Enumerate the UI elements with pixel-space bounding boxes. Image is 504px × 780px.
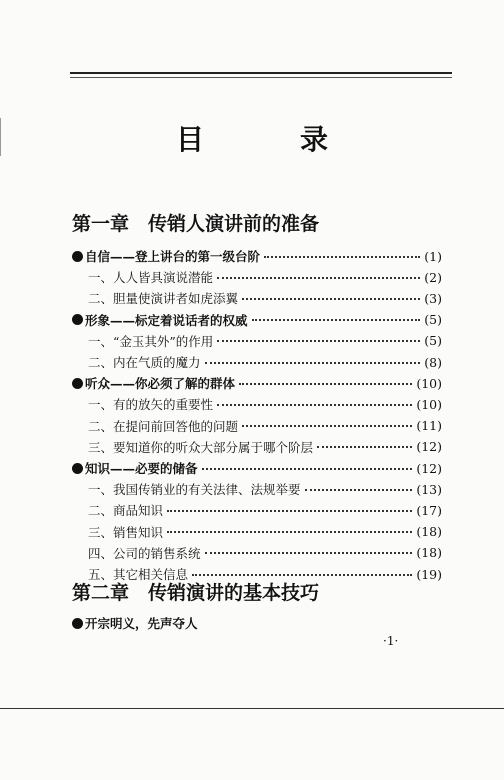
leader-dots <box>217 276 420 279</box>
bullet-icon <box>72 251 83 262</box>
toc-page-number: (10) <box>416 396 442 412</box>
toc-page-number: (8) <box>424 354 442 370</box>
toc-item-row <box>88 267 442 287</box>
leader-dots <box>305 488 413 491</box>
leader-dots <box>167 509 412 512</box>
chapter-1-title: 传销人演讲前的准备 <box>148 213 320 235</box>
toc-entry-text: 二、内在气质的魔力 <box>88 355 201 370</box>
toc-section-row <box>72 373 442 393</box>
toc-page-number: (3) <box>424 290 442 306</box>
toc-section-row <box>72 458 442 478</box>
toc-entry-text: 一、我国传销业的有关法律、法规举要 <box>88 482 301 498</box>
toc-page-number: (10) <box>416 375 442 391</box>
top-rule <box>70 72 452 74</box>
toc-entry-text: 一、“金玉其外”的作用 <box>88 333 214 349</box>
chapter-2-section-1 <box>72 614 198 632</box>
title-char-2: 录 <box>300 123 331 156</box>
leader-dots <box>202 467 413 470</box>
toc-page-number: (12) <box>416 439 442 455</box>
chapter-2-section-1-label: 开宗明义，先声夺人 <box>85 616 198 631</box>
leader-dots <box>264 255 420 258</box>
toc-entry-text: 听众——你必须了解的群体 <box>85 376 236 392</box>
leader-dots <box>205 551 413 554</box>
leader-dots <box>239 382 412 385</box>
toc-page-number: (11) <box>416 418 442 434</box>
chapter-2-number: 第二章 <box>72 582 130 604</box>
toc-page-number: (5) <box>424 312 442 328</box>
bullet-icon <box>72 314 83 325</box>
leader-dots <box>217 339 420 342</box>
toc-item-row <box>88 500 442 520</box>
leader-dots <box>192 573 412 576</box>
toc-entry-text: 三、要知道你的听众大部分属于哪个阶层 <box>88 439 314 455</box>
toc-entry-text: 知识——必要的储备 <box>85 461 198 476</box>
chapter-2-heading <box>72 578 319 605</box>
toc-entry-text: 自信——登上讲台的第一级台阶 <box>85 249 261 264</box>
leader-dots <box>205 361 421 364</box>
toc-item-row <box>88 522 442 542</box>
bullet-icon <box>72 378 83 389</box>
leader-dots <box>242 424 412 427</box>
toc-section-row <box>72 246 442 266</box>
leader-dots <box>252 318 421 321</box>
toc-item-row <box>88 479 442 499</box>
toc-entry-text: 四、公司的销售系统 <box>88 545 201 561</box>
toc-entry-text: 二、商品知识 <box>88 503 164 519</box>
toc-entry-text: 一、人人皆具演说潜能 <box>88 270 214 286</box>
toc-page-number: (17) <box>416 502 442 518</box>
leader-dots <box>167 530 412 533</box>
toc-page-number: (5) <box>424 333 442 349</box>
toc-item-row <box>88 416 442 436</box>
toc-entry-text: 二、在提问前回答他的问题 <box>88 418 239 434</box>
page-title <box>0 118 504 158</box>
leader-dots <box>317 445 412 448</box>
title-char-1: 目 <box>176 123 207 156</box>
chapter-1-heading <box>72 209 319 236</box>
leader-dots <box>217 403 412 406</box>
toc-page-number: (13) <box>416 481 442 497</box>
toc-item-row <box>88 331 442 351</box>
bottom-rule <box>0 708 504 709</box>
chapter-2-title: 传销演讲的基本技巧 <box>148 582 320 604</box>
toc-page-number: (19) <box>416 566 442 582</box>
bullet-icon <box>72 463 83 474</box>
toc-entry-text: 五、其它相关信息 <box>88 567 189 582</box>
toc-item-row <box>88 352 442 372</box>
toc-entry-text: 二、胆量使演讲者如虎添翼 <box>88 291 239 307</box>
toc-item-row <box>88 394 442 414</box>
toc-page-number: (18) <box>416 545 442 561</box>
toc-item-row <box>88 543 442 563</box>
toc-item-row <box>88 288 442 308</box>
toc-page-number: (12) <box>416 460 442 476</box>
toc-item-row <box>88 437 442 457</box>
toc-page-number: (2) <box>424 269 442 285</box>
page-number: ·1· <box>383 634 399 648</box>
toc-page-number: (1) <box>424 248 442 264</box>
toc-section-row <box>72 310 442 330</box>
bullet-icon <box>72 618 83 629</box>
chapter-1-number: 第一章 <box>72 213 130 235</box>
toc-page-number: (18) <box>416 524 442 540</box>
top-rule-thin <box>70 77 452 78</box>
toc-entry-text: 一、有的放矢的重要性 <box>88 397 214 413</box>
toc-entry-text: 三、销售知识 <box>88 524 164 540</box>
leader-dots <box>242 297 420 300</box>
toc-entry-text: 形象——标定着说话者的权威 <box>85 312 248 328</box>
